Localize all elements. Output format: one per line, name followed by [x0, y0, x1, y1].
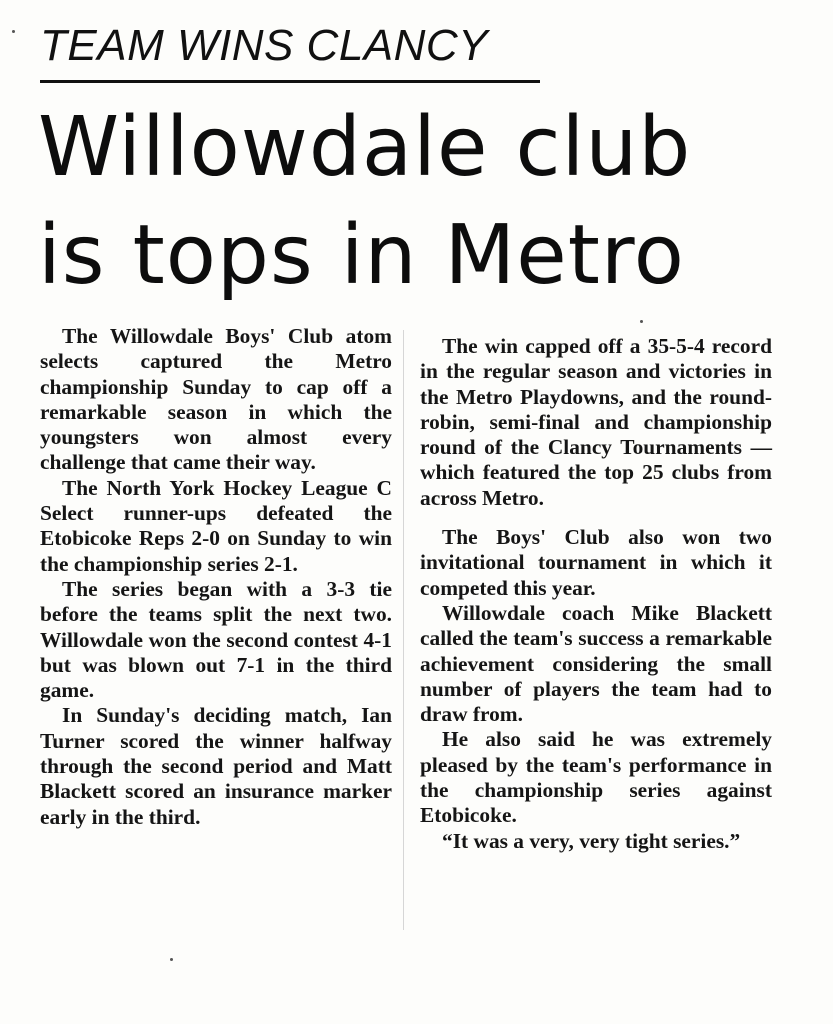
main-headline	[38, 94, 818, 310]
kicker-underline	[40, 80, 540, 83]
paragraph-series: The series began with a 3-3 tie before the teams split the next two. Willowdale won the second contest 4-1 but was blown out 7-1 in the third game.	[40, 576, 392, 703]
paragraph-runner-ups: The North York Hockey League C Select runner-ups defeated the Etobicoke Reps 2-0 on Sunday to win the championship series 2-1.	[40, 475, 392, 576]
paragraph-quote: “It was a very, very tight series.”	[442, 828, 741, 853]
print-speck	[640, 320, 643, 323]
paragraph-coach: Willowdale coach Mike Blackett called the team's success a remarkable achievement considering the small number of players the team had to draw from.	[420, 600, 772, 727]
column-divider	[403, 330, 404, 930]
paragraph-invitational: The Boys' Club also won two invitational tournament in which it competed this year.	[420, 525, 772, 600]
paragraph-record: The win capped off a 35-5-4 record in the regular season and victories in the Metro Playdowns, and the round-robin, semi-final and championship round of the Clancy Tournaments — which featured the top 25 clubs from across Metro.	[420, 334, 772, 510]
right-column	[420, 334, 772, 854]
left-column	[40, 324, 392, 830]
paragraph-intro: The Willowdale Boys' Club atom selects captured the Metro championship Sunday to cap off a remarkable season in which the youngsters won almost every challenge that came their way.	[40, 324, 392, 475]
paragraph-deciding-match: In Sunday's deciding match, Ian Turner scored the winner halfway through the second period and Matt Blackett scored an insurance marker early in the third.	[40, 703, 392, 829]
print-speck	[12, 30, 15, 33]
print-speck	[170, 958, 173, 961]
headline-line-2: is tops in Metro	[38, 208, 685, 303]
kicker-headline: TEAM WINS CLANCY	[40, 21, 489, 70]
headline-line-1: Willowdale club	[38, 100, 692, 195]
paragraph-pleased: He also said he was extremely pleased by the team's performance in the championship series against Etobicoke.	[420, 727, 772, 828]
